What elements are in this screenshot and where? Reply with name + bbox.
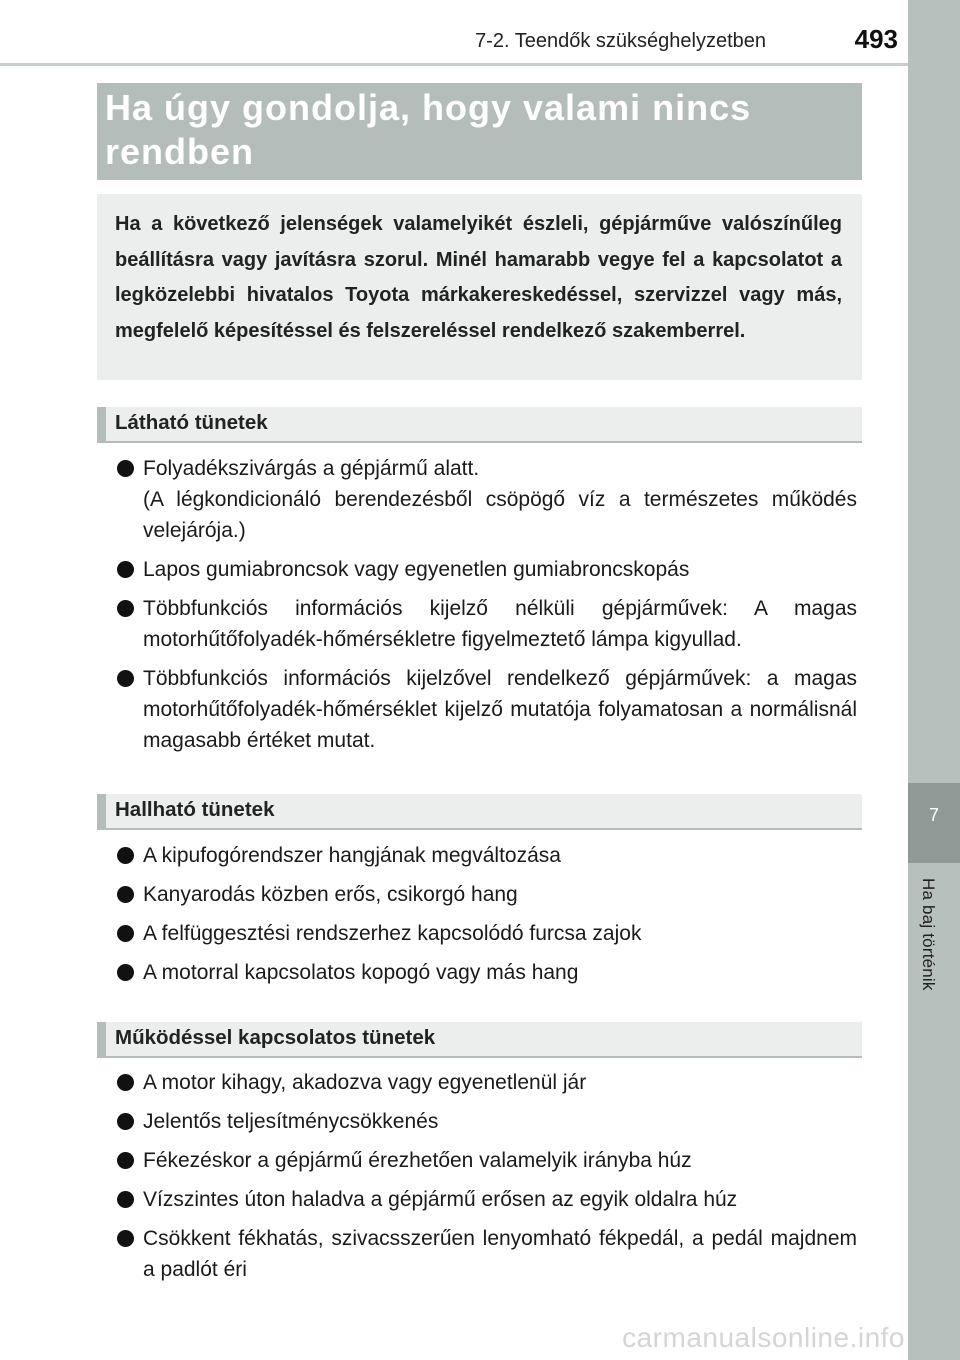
- list-item-text: Többfunkciós információs kijelző nélküli gépjárművek: A magas motorhűtőfolyadék-hőmérsékletre figyelmeztető lámpa kigyullad.: [143, 597, 857, 651]
- page-title: Ha úgy gondolja, hogy valami nincs rendben: [105, 87, 752, 172]
- list-item-text: Fékezéskor a gépjármű érezhetően valamelyik irányba húz: [143, 1149, 692, 1172]
- bullet-icon: [117, 1230, 134, 1247]
- list-item-text: A motor kihagy, akadozva vagy egyenetlenül jár: [143, 1071, 587, 1094]
- list-item: [117, 663, 857, 756]
- list-item-text: Csökkent fékhatás, szivacsszerűen lenyomható fékpedál, a pedál majdnem a padlót éri: [143, 1227, 857, 1281]
- list-item: [117, 1223, 857, 1285]
- bullet-icon: [117, 1113, 134, 1130]
- list-item-text: A felfüggesztési rendszerhez kapcsolódó furcsa zajok: [143, 922, 642, 945]
- list-item: [117, 1184, 857, 1215]
- intro-box: [97, 194, 862, 380]
- intro-paragraph: Ha a következő jelenségek valamelyikét észleli, gépjárműve valószínűleg beállításra vagy javításra szorul. Minél hamarabb vegye fel a kapcsolatot a legközelebbi hivatalos Toyota márkakereskedéssel, szervizzel vagy más, megfelelő képesítéssel és felszereléssel rendelkező szakemberrel.: [115, 213, 842, 342]
- section-header-visible: [97, 407, 862, 443]
- list-item: [117, 918, 857, 949]
- chapter-side-strip: [908, 0, 960, 1360]
- bullet-icon: [117, 1191, 134, 1208]
- header-divider: [0, 63, 908, 66]
- list-item: [117, 1145, 857, 1176]
- title-box: [97, 83, 862, 180]
- list-item-text: Többfunkciós információs kijelzővel rendelkező gépjárművek: a magas motorhűtőfolyadék-hőmérséklet kijelző mutatója folyamatosan a normálisnál magasabb értéket mutat.: [143, 667, 857, 752]
- list-item: [117, 957, 857, 988]
- watermark: carmanualsonline.info: [622, 1322, 905, 1353]
- list-item-text: A motorral kapcsolatos kopogó vagy más hang: [143, 961, 579, 984]
- bullet-icon: [117, 925, 134, 942]
- list-item-note: (A légkondicionáló berendezésből csöpögő víz a természetes működés velejárója.): [143, 488, 857, 542]
- list-item-text: Folyadékszivárgás a gépjármű alatt.: [143, 457, 480, 480]
- section-heading: Működéssel kapcsolatos tünetek: [115, 1026, 436, 1049]
- list-item: [117, 879, 857, 910]
- bullet-list-operational: [117, 1067, 857, 1293]
- bullet-icon: [117, 964, 134, 981]
- bullet-icon: [117, 670, 134, 687]
- bullet-icon: [117, 847, 134, 864]
- section-heading: Hallható tünetek: [115, 798, 275, 821]
- bullet-icon: [117, 561, 134, 578]
- list-item-text: Lapos gumiabroncsok vagy egyenetlen gumiabroncskopás: [143, 558, 690, 581]
- section-heading: Látható tünetek: [115, 411, 268, 434]
- bullet-list-visible: [117, 453, 857, 764]
- list-item: [117, 593, 857, 655]
- bullet-icon: [117, 1074, 134, 1091]
- bullet-list-audible: [117, 840, 857, 996]
- chapter-number: 7: [928, 805, 939, 825]
- list-item: [117, 453, 857, 546]
- list-item: [117, 840, 857, 871]
- section-header-audible: [97, 794, 862, 830]
- list-item-text: Kanyarodás közben erős, csikorgó hang: [143, 883, 518, 906]
- list-item-text: Vízszintes úton haladva a gépjármű erősen az egyik oldalra húz: [143, 1188, 738, 1211]
- section-header-operational: [97, 1022, 862, 1058]
- bullet-icon: [117, 600, 134, 617]
- bullet-icon: [117, 1152, 134, 1169]
- list-item: [117, 554, 857, 585]
- page-number: 493: [854, 24, 898, 54]
- list-item-text: Jelentős teljesítménycsökkenés: [143, 1110, 439, 1133]
- bullet-icon: [117, 460, 134, 477]
- running-header: 7-2. Teendők szükséghelyzetben: [475, 30, 766, 52]
- chapter-label: Ha baj történik: [919, 878, 938, 991]
- list-item: [117, 1067, 857, 1098]
- list-item: [117, 1106, 857, 1137]
- list-item-text: A kipufogórendszer hangjának megváltozása: [143, 844, 561, 867]
- bullet-icon: [117, 886, 134, 903]
